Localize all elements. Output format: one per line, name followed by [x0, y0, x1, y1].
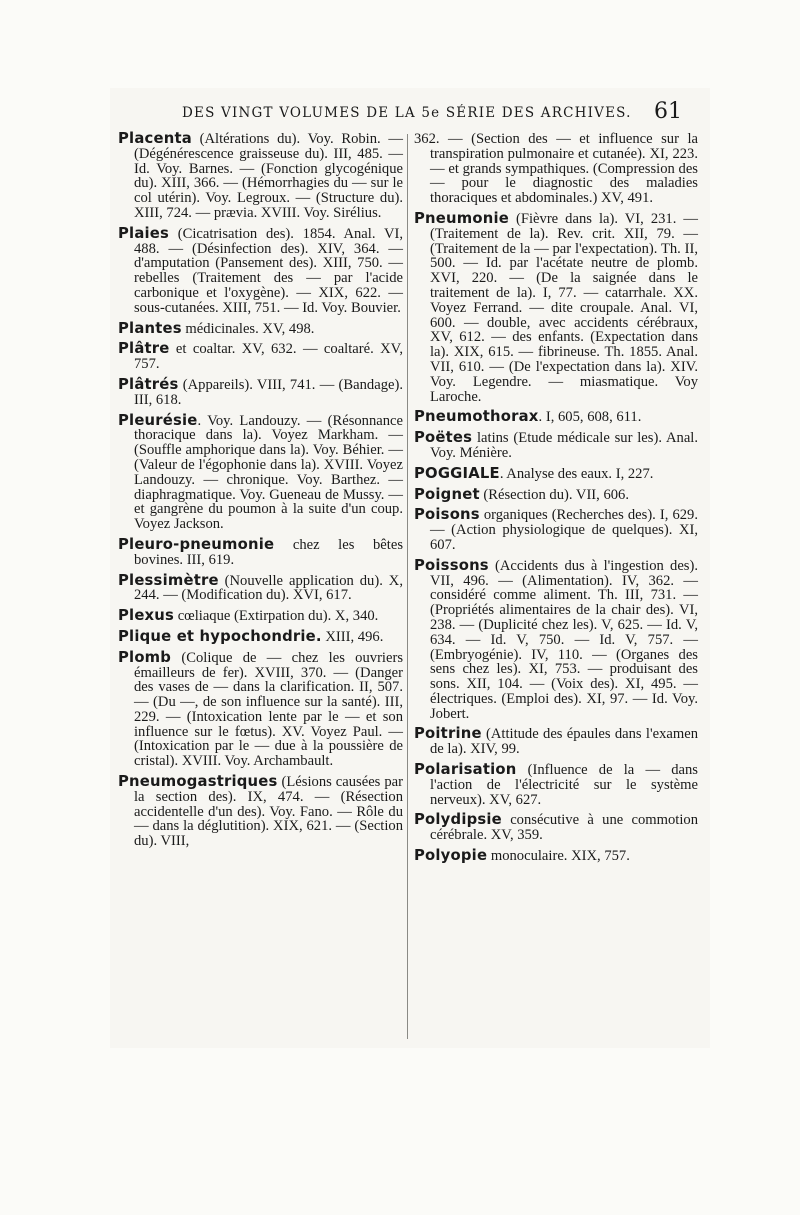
entry-headword: Plique et hypochondrie. [118, 627, 322, 645]
column-divider [407, 134, 408, 1039]
entry-headword: Poëtes [414, 429, 473, 447]
entry-text: . Analyse des eaux. I, 227. [499, 465, 654, 482]
entry-text: (Appareils). VIII, 741. — (Bandage). III, 618. [134, 376, 403, 408]
index-entry [414, 485, 698, 503]
index-entry [414, 410, 698, 425]
entry-headword: Pleurésie [118, 411, 198, 429]
entry-headword: Poitrine [414, 725, 482, 743]
entry-text: (Nouvelle application du). X, 244. — (Modification du). XVI, 617. [134, 572, 403, 604]
entry-headword: Plâtrés [118, 375, 179, 393]
entry-text: (Influence de la — dans l'action de l'électricité sur le système nerveux). XV, 627. [430, 762, 698, 808]
entry-text: (Accidents dus à l'ingestion des). VII, 496. — (Alimentation). IV, 362. — considéré comme aliment. Th. III, 731. — (Propriétés alimentaires de la chair des). VI, 238. — (Duplicité chez les). V, 625. — Id. V, 634. — Id. V, 750. — Id. V, 757. — (Embryogénie). IV, 110. — (Organes des sens chez les). XI, 753. — produisant des sons. XII, 104. — (Voix des). XI, 495. — électriques. (Emploi des). XI, 97. — Id. Voy. Jobert. [430, 557, 698, 722]
entry-headword: Pneumogastriques [118, 773, 278, 791]
entry-headword: Pleuro-pneumonie [118, 535, 275, 553]
index-entry [118, 319, 403, 337]
entry-headword: POGGIALE [414, 464, 500, 482]
index-entry [414, 763, 698, 807]
entry-text: médicinales. XV, 498. [181, 320, 315, 337]
index-entry [118, 535, 403, 568]
entry-text: et coaltar. XV, 632. — coaltaré. XV, 757. [134, 341, 403, 373]
index-entry [414, 464, 698, 482]
index-entry [414, 508, 698, 552]
entry-text: chez les bêtes bovines. III, 619. [134, 536, 403, 568]
index-entry [414, 132, 698, 206]
entry-headword: Pneumonie [414, 209, 509, 227]
entry-headword: Pneumothorax [414, 408, 539, 426]
left-column [118, 132, 403, 855]
index-entry [414, 431, 698, 461]
index-entry [118, 571, 403, 604]
header-title: DES VINGT VOLUMES DE LA 5e SÉRIE DES ARCHIVES. [182, 105, 632, 121]
entry-headword: Plantes [118, 319, 182, 337]
entry-headword: Placenta [118, 130, 192, 147]
index-entry [118, 342, 403, 372]
entry-headword: Plomb [118, 648, 172, 666]
entry-headword: Polyopie [414, 847, 488, 865]
entry-text: (Attitude des épaules dans l'examen de la). XIV, 99. [430, 726, 698, 758]
entry-headword: Plâtre [118, 340, 170, 358]
entry-text: (Résection du). VII, 606. [479, 486, 630, 503]
index-entry [118, 132, 403, 221]
index-entry [414, 813, 698, 843]
entry-headword: Poissons [414, 556, 489, 574]
entry-text: (Altérations du). Voy. Robin. — (Dégénérescence graisseuse du). III, 485. — Id. Voy. Barnes. — (Fonction glycogénique du). XIII, 366. — (Hémorrhagies du — sur le col utérin). Voy. Legroux. — (Structure du). XIII, 724. — prævia. XVIII. Voy. Sirélius. [134, 131, 403, 221]
right-column [414, 132, 698, 870]
entry-text: cœliaque (Extirpation du). X, 340. [174, 608, 379, 625]
index-entry [118, 627, 403, 645]
entry-text: XIII, 496. [321, 628, 384, 645]
running-header [182, 99, 682, 123]
index-entry [414, 849, 698, 864]
entry-text: (Lésions causées par la section des). IX, 474. — (Résection accidentelle d'un des). Voy. Fano. — Rôle du — dans la déglutition). XIX, 621. — (Section du). VIII, [134, 774, 403, 850]
entry-headword: Polydipsie [414, 811, 502, 829]
entry-text: consécutive à une commotion cérébrale. XV, 359. [430, 812, 698, 844]
entry-text: . Voy. Landouzy. — (Résonnance thoracique dans la). Voyez Markham. — (Souffle amphorique dans la). Voy. Béhier. — (Valeur de l'égophonie dans la). XVIII. Voyez Landouzy. — chronique. Voy. Barthez. — diaphragmatique. Voy. Gueneau de Mussy. — et gangrène du poumon à la suite d'un coup. Voyez Jackson. [134, 412, 403, 533]
entry-headword: Polarisation [414, 761, 517, 779]
index-entry [414, 209, 698, 405]
index-entry [414, 727, 698, 757]
index-entry [118, 609, 403, 624]
index-entry [414, 556, 698, 722]
entry-headword: Poignet [414, 485, 480, 503]
entry-headword: Plaies [118, 224, 170, 242]
entry-headword: Plessimètre [118, 571, 219, 589]
index-entry [118, 375, 403, 408]
index-entry [118, 648, 403, 770]
entry-text: . I, 605, 608, 611. [538, 409, 642, 426]
index-entry [118, 411, 403, 533]
entry-text: 362. — (Section des — et influence sur la transpiration pulmonaire et cutanée). XI, 223. — et grands sympathiques. (Compression des — pour le diagnostic des maladies thoraciques et abdominales.) XV, 491. [414, 131, 698, 207]
index-entry [118, 224, 403, 316]
entry-text: organiques (Recherches des). I, 629. — (Action physiologique de quelques). XI, 607. [430, 507, 698, 553]
entry-headword: Poisons [414, 506, 480, 524]
entry-text: (Fièvre dans la). VI, 231. — (Traitement de la). Rev. crit. XII, 79. — (Traitement de la — par l'expectation). Th. II, 500. — Id. par l'acétate neutre de plomb. XVI, 220. — (De la saignée dans le traitement de la). I, 77. — catarrhale. XX. Voyez Ferrand. — dite croupale. Anal. VI, 600. — double, avec accidents cérébraux, XV, 612. — des enfants. (Expectation dans la). XIX, 615. — fibrineuse. Th. 1855. Anal. VII, 610. — (De l'expectation dans la). XIV. Voy. Legendre. — miasmatique. Voy Laroche. [430, 210, 698, 405]
entry-text: monoculaire. XIX, 757. [487, 848, 630, 865]
entry-headword: Plexus [118, 607, 175, 625]
entry-text: (Colique de — chez les ouvriers émailleurs de fer). XVIII, 370. — (Danger des vases de — dans la clarification. II, 507. — (Du —, de son influence sur la santé). III, 229. — (Intoxication lente par le — et son influence sur le fœtus). XV. Voyez Paul. — (Intoxication par le — due à la poussière de cristal). XVIII. Voy. Archambault. [134, 649, 403, 770]
index-entry [118, 775, 403, 849]
entry-text: latins (Etude médicale sur les). Anal. Voy. Ménière. [430, 430, 698, 461]
page-number: 61 [654, 99, 682, 124]
entry-text: (Cicatrisation des). 1854. Anal. VI, 488. — (Désinfection des). XIV, 364. — d'amputation (Pansement des). XIII, 750. — rebelles (Traitement des — par l'acide carbonique et l'oxygène). — XIX, 622. — sous-cutanées. XIII, 751. — Id. Voy. Bouvier. [134, 225, 403, 316]
